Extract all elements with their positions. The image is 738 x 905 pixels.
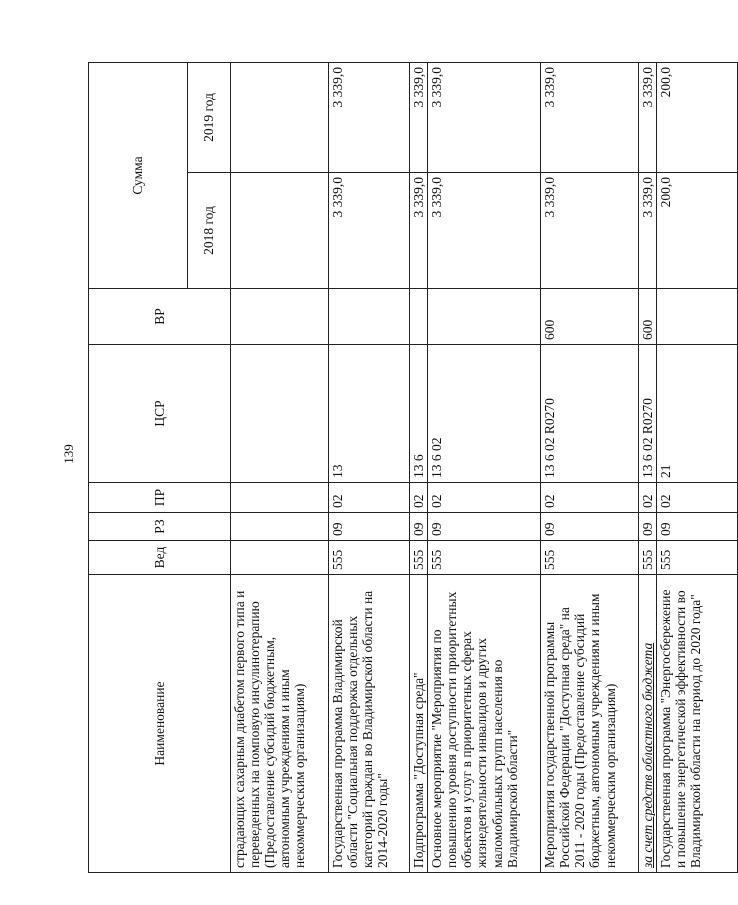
cell-rz: 09: [428, 513, 541, 541]
cell-2018: [231, 173, 329, 289]
cell-ved: 555: [410, 541, 428, 575]
cell-ved: 555: [541, 541, 639, 575]
header-2019: 2019 год: [188, 62, 231, 172]
header-csr: ЦСР: [89, 345, 231, 483]
table-row: [231, 62, 329, 872]
cell-2018: 200,0: [657, 173, 738, 289]
table-row: [657, 62, 738, 872]
cell-pr: 02: [657, 483, 738, 513]
cell-csr: 21: [657, 345, 738, 483]
cell-vr: 600: [541, 289, 639, 345]
cell-csr: 13 6 02 R0270: [639, 345, 657, 483]
table-row: [639, 62, 657, 872]
cell-pr: 02: [329, 483, 410, 513]
cell-2018: 3 339,0: [410, 173, 428, 289]
cell-csr: [231, 345, 329, 483]
cell-2018: 3 339,0: [329, 173, 410, 289]
cell-vr: 600: [639, 289, 657, 345]
header-rz: РЗ: [89, 513, 231, 541]
cell-2019: 200,0: [657, 62, 738, 172]
budget-table: [88, 62, 738, 873]
cell-rz: 09: [541, 513, 639, 541]
cell-rz: 09: [657, 513, 738, 541]
cell-2018: 3 339,0: [541, 173, 639, 289]
cell-2019: [231, 62, 329, 172]
cell-name: Государственная программа "Энергосбережение и повышение энергетической эффективности во Владимирской области на период до 2020 года": [657, 575, 738, 873]
cell-vr: [231, 289, 329, 345]
cell-pr: 02: [639, 483, 657, 513]
table-header: [89, 62, 231, 872]
cell-rz: [231, 513, 329, 541]
cell-ved: 555: [657, 541, 738, 575]
cell-2018: 3 339,0: [428, 173, 541, 289]
cell-2018: 3 339,0: [639, 173, 657, 289]
cell-pr: [231, 483, 329, 513]
cell-vr: [428, 289, 541, 345]
cell-rz: 09: [329, 513, 410, 541]
cell-name: Подпрограмма "Доступная среда": [410, 575, 428, 873]
table-row: [329, 62, 410, 872]
cell-name: [639, 575, 657, 873]
cell-pr: 02: [541, 483, 639, 513]
header-pr: ПР: [89, 483, 231, 513]
cell-2019: 3 339,0: [428, 62, 541, 172]
cell-pr: 02: [410, 483, 428, 513]
header-vr: ВР: [89, 289, 231, 345]
header-sum: Сумма: [89, 62, 188, 288]
cell-ved: 555: [428, 541, 541, 575]
cell-name: Мероприятия государственной программы Российской Федерации "Доступная среда" на 2011 - 2020 годы (Предоставление субсидий бюджетным, автономным учреждениям и иным некоммерческим организациям): [541, 575, 639, 873]
header-2018: 2018 год: [188, 173, 231, 289]
cell-ved: 555: [329, 541, 410, 575]
cell-name: Основное мероприятие "Мероприятия по повышению уровня доступности приоритетных объектов и услуг в приоритетных сферах жизнедеятельности инвалидов и других маломобильных групп населения во Владимирской области": [428, 575, 541, 873]
cell-name: Государственная программа Владимирской области "Социальная поддержка отдельных категорий граждан во Владимирской области на 2014-2020 годы": [329, 575, 410, 873]
cell-vr: [410, 289, 428, 345]
cell-2019: 3 339,0: [639, 62, 657, 172]
table-row: [541, 62, 639, 872]
cell-vr: [329, 289, 410, 345]
cell-2019: 3 339,0: [410, 62, 428, 172]
table-row: [410, 62, 428, 872]
cell-pr: 02: [428, 483, 541, 513]
cell-vr: [657, 289, 738, 345]
budget-table-page: [88, 63, 704, 873]
header-ved: Вед: [89, 541, 231, 575]
header-name: Наименование: [89, 575, 231, 873]
cell-name-text: за счет средств областного бюджета: [640, 642, 656, 868]
table-row: [428, 62, 541, 872]
cell-rz: 09: [639, 513, 657, 541]
cell-csr: 13 6 02: [428, 345, 541, 483]
page-number: 139: [61, 444, 76, 464]
cell-ved: [231, 541, 329, 575]
cell-ved: 555: [639, 541, 657, 575]
cell-rz: 09: [410, 513, 428, 541]
cell-2019: 3 339,0: [329, 62, 410, 172]
cell-2019: 3 339,0: [541, 62, 639, 172]
cell-name: страдающих сахарным диабетом первого типа и переведенных на помповую инсулинотерапию (Предоставление субсидий бюджетным, автономным учреждениям и иным некоммерческим организациям): [231, 575, 329, 873]
cell-csr: 13 6 02 R0270: [541, 345, 639, 483]
cell-csr: 13: [329, 345, 410, 483]
cell-csr: 13 6: [410, 345, 428, 483]
